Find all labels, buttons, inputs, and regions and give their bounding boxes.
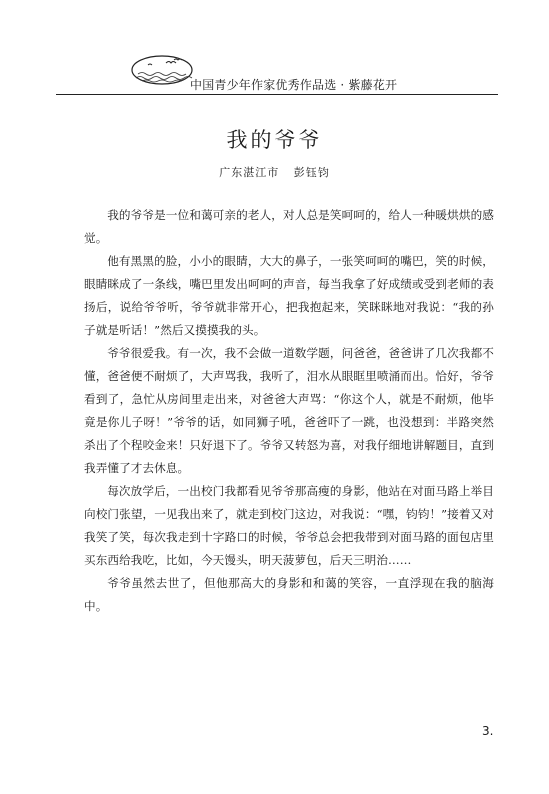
running-header-title: 中国青少年作家优秀作品选 · 紫藤花开 — [190, 78, 398, 92]
paragraph: 爷爷很爱我。有一次，我不会做一道数学题，问爸爸，爸爸讲了几次我都不懂，爸爸便不耐烦了，大声骂我，我听了，泪水从眼眶里喷涌而出。恰好，爷爷看到了，急忙从房间里走出来，对爸爸大声骂：“你这个人，就是不耐烦，他毕竟是你儿子呀！”爷爷的话，如同狮子吼，爸爸吓了一跳，也没想到：半路突然杀出了个程咬金来！只好退下了。爷爷又转怒为喜，对我仔细地讲解题目，直到我弄懂了才去休息。 — [84, 346, 494, 475]
page-number: 3. — [482, 724, 494, 738]
series-logo — [130, 54, 194, 86]
header-rule — [56, 94, 498, 95]
author-byline: 广东湛江市 彭钰钧 — [219, 166, 330, 179]
paragraph: 爷爷虽然去世了，但他那高大的身影和和蔼的笑容，一直浮现在我的脑海中。 — [84, 576, 494, 613]
running-header — [56, 50, 498, 96]
article-title: 我的爷爷 — [226, 128, 323, 152]
paragraph: 他有黑黑的脸，小小的眼睛，大大的鼻子，一张笑呵呵的嘴巴，笑的时候，眼睛眯成了一条线，嘴巴里发出呵呵的声音，每当我拿了好成绩或受到老师的表扬后，说给爷爷听，爷爷就非常开心，把我抱起来，笑眯眯地对我说：“我的孙子就是听话！”然后又摸摸我的头。 — [84, 254, 494, 337]
paragraph: 我的爷爷是一位和蔼可亲的老人，对人总是笑呵呵的，给人一种暖烘烘的感觉。 — [84, 208, 494, 245]
article-body — [84, 204, 494, 618]
paragraph: 每次放学后，一出校门我都看见爷爷那高瘦的身影，他站在对面马路上举目向校门张望，一见我出来了，就走到校门这边，对我说：“嘿，钧钧！”接着又对我笑了笑，每次我走到十字路口的时候，爷爷总会把我带到对面马路的面包店里买东西给我吃，比如，今天馒头，明天菠萝包，后天三明治…… — [84, 484, 494, 567]
